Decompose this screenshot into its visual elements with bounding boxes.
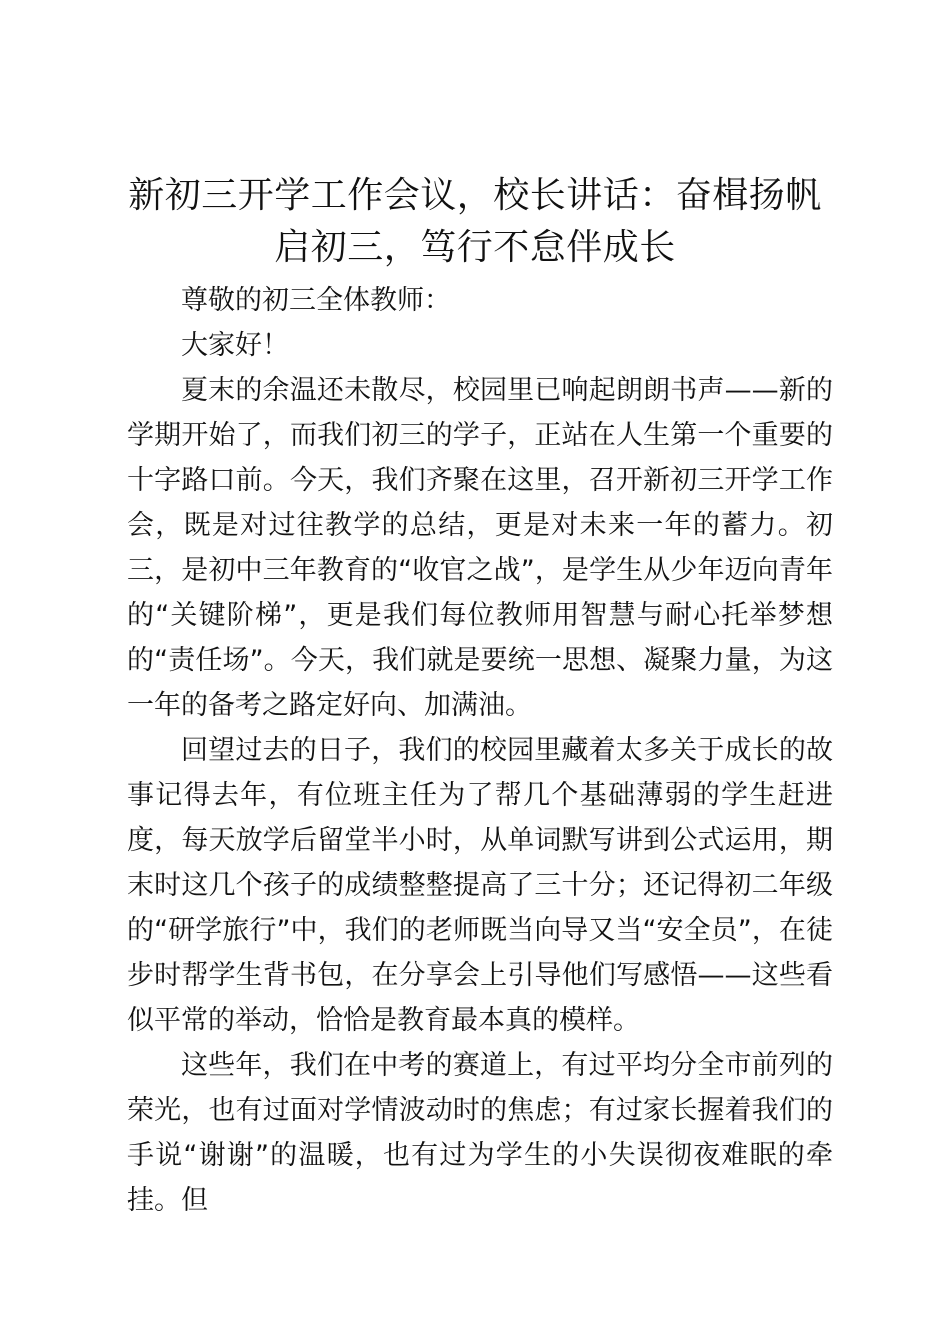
document-title: 新初三开学工作会议，校长讲话：奋楫扬帆启初三，笃行不怠伴成长 xyxy=(128,175,822,268)
paragraph-years: 这些年，我们在中考的赛道上，有过平均分全市前列的荣光，也有过面对学情波动时的焦虑；有过家长握着我们的手说“谢谢”的温暖，也有过为学生的小失误彻夜难眠的牵挂。但 xyxy=(127,1050,833,1216)
paragraph-review: 回望过去的日子，我们的校园里藏着太多关于成长的故事记得去年，有位班主任为了帮几个基础薄弱的学生赶进度，每天放学后留堂半小时，从单词默写讲到公式运用，期末时这几个孩子的成绩整整提高了三十分；还记得初二年级的“研学旅行”中，我们的老师既当向导又当“安全员”，在徒步时帮学生背书包，在分享会上引导他们写感悟——这些看似平常的举动，恰恰是教育最本真的模样。 xyxy=(127,735,833,1036)
greeting: 大家好！ xyxy=(181,330,289,361)
document-body xyxy=(127,278,833,1223)
salutation: 尊敬的初三全体教师： xyxy=(181,285,451,316)
paragraph-opening: 夏末的余温还未散尽，校园里已响起朗朗书声——新的学期开始了，而我们初三的学子，正站在人生第一个重要的十字路口前。今天，我们齐聚在这里，召开新初三开学工作会，既是对过往教学的总结，更是对未来一年的蓄力。初三，是初中三年教育的“收官之战”，是学生从少年迈向青年的“关键阶梯”，更是我们每位教师用智慧与耐心托举梦想的“责任场”。今天，我们就是要统一思想、凝聚力量，为这一年的备考之路定好向、加满油。 xyxy=(127,375,833,721)
